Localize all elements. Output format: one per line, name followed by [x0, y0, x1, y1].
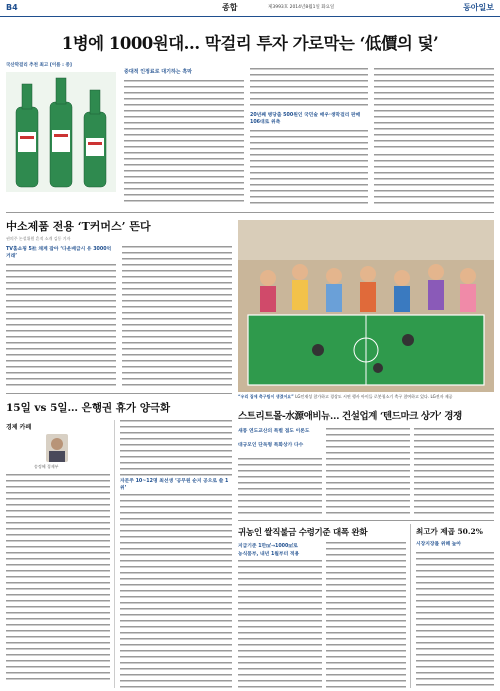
price-headline: 최고가 제곱 50.2%	[416, 527, 483, 536]
photo-caption	[238, 394, 494, 399]
newspaper-logo: 동아일보	[463, 3, 494, 12]
mall-subhead-1: 새풍 연도교산의 특별 접도 이론도	[238, 429, 310, 434]
bank-body-col2	[120, 420, 232, 476]
bottles-illustration	[6, 72, 116, 192]
author-portrait-icon	[46, 434, 68, 462]
mall-body-col1	[238, 458, 322, 516]
photo-caption-text: LG인재성 참가하고 경상도 시연 행사 아이들 로봇청소기 축구 참여하고 있다.	[295, 394, 430, 399]
bank-body-col3	[120, 494, 232, 688]
top-body-col3-a	[374, 68, 494, 148]
mall-body-col2	[326, 428, 410, 516]
mall-body-col3	[414, 428, 494, 516]
credit-subhead-2: 농식품부, 내년 1월부터 적용	[238, 552, 300, 557]
bottle-infographic	[6, 62, 116, 192]
issue-meta: 제3993호 2014년8월1일 화요일	[268, 5, 335, 10]
price-subhead: 시장지장률 위해 높아	[416, 542, 462, 547]
page-number: B4	[6, 3, 18, 12]
divider-top	[6, 212, 494, 213]
robot-soccer-photo	[238, 220, 494, 392]
infographic-kicker: 국산막걸리 추천 최고 [이름 : 중]	[6, 63, 72, 68]
photo-illustration	[238, 220, 494, 392]
bank-headline: 15일 vs 5일… 은행권 휴가 양극화	[6, 402, 171, 414]
column-body	[6, 474, 110, 684]
page-header	[0, 0, 500, 17]
credit-subhead-1: 지급기준 1만㎡→1000㎡로	[238, 544, 298, 549]
mall-headline: 스트리트몰-水源애비뉴… 건설업계 ‘텐드마크 상가’ 경쟁	[238, 411, 462, 422]
bank-subhead: 자문주 10~12명 최선생 ‘공무원 순지 공으로 쓸 1위’	[120, 479, 229, 491]
divider-bottom	[238, 520, 494, 521]
divider-mid-left	[6, 393, 232, 394]
top-body-col2-a	[250, 68, 368, 110]
tv-body-col1	[6, 264, 116, 388]
column-label: 경제 카페	[6, 424, 32, 431]
tv-headline: 中소제품 전용 ‘T커머스’ 뜬다	[6, 220, 151, 233]
tv-body-col2	[122, 246, 232, 388]
column-author: 송정혜 경제부	[34, 464, 59, 469]
column-box	[6, 420, 115, 688]
top-body-col3-b	[374, 154, 494, 206]
top-body-col1	[124, 80, 244, 206]
vertical-divider	[410, 524, 411, 688]
section-title: 종합	[222, 3, 238, 12]
credit-headline: 귀농인 쌀직불금 수령기준 대폭 완화	[238, 528, 368, 538]
price-body	[416, 552, 494, 688]
column-author-photo	[46, 434, 68, 462]
photo-credit: LG전자 제공	[430, 394, 453, 399]
mall-subhead-2: 대규모인 단독형 특화상가 다수	[238, 443, 304, 448]
tv-byline: 권의주 논설위원 흔적 소개 김동 기자	[6, 236, 71, 241]
top-headline: 1병에 1000원대… 막걸리 투자 가로막는 ‘低價의 덫’	[61, 34, 439, 53]
credit-body-col1	[238, 560, 322, 688]
photo-caption-title: “우리 집에 축구팀이 생겼어요”	[238, 394, 296, 399]
credit-body-col2	[326, 542, 406, 688]
tv-subhead: TV홈쇼핑 5社 채계 잡아 ‘다운배급시 유 3000억 거래’	[6, 247, 112, 259]
top-subhead-2: 20년째 병당출 500원인 국민술 매우·생막걸리 판매 106대로 위축	[250, 113, 361, 125]
top-subhead-1: 중대적 인정료로 대기하는 흑막	[124, 69, 193, 75]
top-body-col2-b	[250, 130, 368, 206]
